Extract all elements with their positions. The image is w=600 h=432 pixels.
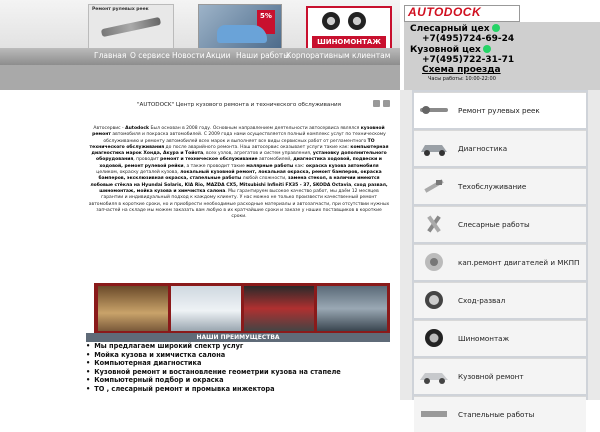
nav-shadow: [0, 65, 400, 90]
contact-label-text: Слесарный цех: [410, 24, 490, 34]
sidebar-item-body-repair[interactable]: [414, 358, 586, 394]
list-item: • Мойка кузова и химчистка салона: [86, 351, 396, 360]
paragraph-text: . Мы гарантируем высокое качество работ, мы даём 12 месяцев гарантии и индивидуальный подход к каждому клиенту. У нас можно не только произвести качественный ремонт автомобиля в короткие сроки, но и приобрести необходимые расходные материалы и автозапчасти, при отсутствии нужных запчастей на складе мы можем заказать вам любую в их кратчайшие сроки и заказе у наших поставщиков в короткие сроки.: [88, 188, 390, 220]
list-item: • ТО , слесарный ремонт и промывка инжектора: [86, 385, 396, 394]
tire-icon: [348, 12, 366, 30]
contacts-panel: [404, 22, 600, 90]
banner-discount[interactable]: [198, 4, 282, 52]
sidebar-item-frame-works[interactable]: [414, 396, 586, 432]
sidebar-item-label: Кузовной ремонт: [458, 372, 524, 381]
working-hours: Часы работы: 10:00-22:00: [428, 76, 496, 82]
paragraph-bold-text: окраска кузова автомобиля: [305, 163, 379, 169]
paragraph-text: целиком, окраску деталей кузова,: [96, 170, 181, 176]
paragraph-text: , всех узлов, агрегатов и систем управления,: [203, 151, 313, 157]
whatsapp-icon[interactable]: [492, 24, 500, 32]
nav-corporate[interactable]: Корпоративным клиентам: [286, 51, 391, 60]
nav-news[interactable]: Новости: [172, 51, 205, 60]
nav-our-works[interactable]: Наши работы: [236, 51, 290, 60]
paragraph-text: автомобиля и покраска автомобилей. С 2009 года нами осуществляется полный комплекс услуг по техническому обслуживанию и ремонту автомобилей всех марок и выполняет все виды сервисных работ от регламентного: [103, 132, 386, 144]
spark-plug-icon: [418, 175, 450, 197]
gallery-photo[interactable]: [171, 286, 241, 331]
paragraph-text: Был основан в 2008 году. Основным направлением деятельности автосервиса являлся: [149, 126, 361, 131]
header: [0, 0, 600, 90]
photo-gallery: [94, 283, 390, 334]
paragraph-bold-text: замена стекол, в наличии имеются лобовые стёкла на Hyundai Solaris, KIA Rio, MAZDA CX5, Mitsubishi Infiniti FX35 - 37, SKODA Octavia: [90, 176, 380, 188]
banner-steering-rack[interactable]: [88, 4, 174, 52]
paragraph-bold-text: компьютерная диагностика марок Хонда, Акура и Тойота: [91, 144, 389, 157]
gallery-photo[interactable]: [317, 286, 387, 331]
sidebar-item-label: Техобслуживание: [458, 182, 527, 191]
frame-rack-icon: [418, 403, 450, 425]
contact-phone-body[interactable]: +7(495)722-31-71: [422, 55, 515, 65]
page-title: "AUTODOCK" Центр кузового ремонта и технического обслуживания: [136, 102, 342, 108]
paragraph-text: , проводит: [133, 157, 161, 163]
sidebar-item-engine-repair[interactable]: [414, 244, 586, 280]
gallery-photo[interactable]: [244, 286, 314, 331]
contact-phone-locksmith[interactable]: +7(495)724-69-24: [422, 34, 515, 44]
wrench-icon: [418, 213, 450, 235]
sidebar-item-label: Диагностика: [458, 144, 508, 153]
steering-rack-icon: [418, 99, 450, 121]
tire-icon: [322, 12, 340, 30]
main-nav: [0, 48, 400, 65]
list-item: • Компьютерный подбор и окраска: [86, 376, 396, 385]
paragraph-bold-text: локальный кузовной ремонт, локальная окраска, ремонт бамперов, окраска бамперов, эксклюзивная окраска, стапельные работы: [98, 170, 382, 182]
paragraph-text: как:: [293, 163, 306, 169]
paragraph-bold-text: кузовной ремонт: [92, 126, 385, 138]
tire-icon: [418, 327, 450, 349]
paragraph-bold-text: ремонт и техническое обслуживание: [160, 157, 258, 163]
advantages-header: НАШИ ПРЕИМУЩЕСТВА: [86, 333, 390, 342]
wheel-alignment-icon: [418, 289, 450, 311]
whatsapp-icon[interactable]: [483, 45, 491, 53]
nav-about[interactable]: О сервисе: [130, 51, 170, 60]
paragraph-bold-text: диагностика ходовой, подвески и ходовой, ремонт рулевой рейки: [99, 157, 382, 169]
list-item: • Компьютерная диагностика: [86, 359, 396, 368]
sidebar-item-maintenance[interactable]: [414, 168, 586, 204]
paragraph-bold-text: установку дополнительного оборудования: [96, 151, 387, 163]
contact-label-text: Кузовной цех: [410, 45, 481, 55]
discount-badge: 5%: [257, 10, 275, 34]
paragraph-text: любой сложности,: [241, 176, 288, 182]
nav-promotions[interactable]: Акции: [206, 51, 231, 60]
brand-logo[interactable]: [404, 2, 518, 22]
paragraph-text: Автосервис -: [93, 126, 126, 131]
map-link[interactable]: Схема проезда: [422, 65, 501, 75]
sidebar-item-label: кап.ремонт двигателей и МКПП: [458, 258, 580, 267]
engine-icon: [418, 251, 450, 273]
banner-tire-service[interactable]: [306, 6, 392, 54]
car-image: [217, 25, 267, 43]
sidebar-item-label: Ремонт рулевых реек: [458, 106, 540, 115]
sidebar-item-label: Слесарные работы: [458, 220, 530, 229]
gallery-photo[interactable]: [98, 286, 168, 331]
nav-home[interactable]: Главная: [94, 51, 127, 60]
intro-paragraph: [88, 126, 390, 220]
paragraph-text: автомобилей,: [257, 157, 294, 163]
sidebar-item-alignment[interactable]: [414, 282, 586, 318]
sidebar-item-steering-rack[interactable]: [414, 92, 586, 128]
paragraph-bold-text: Autodock: [125, 126, 150, 131]
list-item: • Мы предлагаем широкий спектр услуг: [86, 342, 396, 351]
list-item: • Кузовной ремонт и востановление геометрии кузова на стапеле: [86, 368, 396, 377]
paragraph-text: ,: [351, 182, 354, 188]
contact-label-locksmith: [410, 24, 500, 34]
paragraph-text: , а также проводит такие: [183, 163, 247, 169]
sidebar-item-label: Стапельные работы: [458, 410, 535, 419]
sidebar-item-tire-service[interactable]: [414, 320, 586, 356]
banner-caption: Ремонт рулевых реек: [92, 7, 149, 12]
sidebar: [400, 90, 600, 419]
sidebar-item-diagnostics[interactable]: [414, 130, 586, 166]
paragraph-bold-text: малярные работы: [246, 163, 294, 169]
paragraph-text: до после аварийного ремонта. Наш автосервис оказывает услуги такие как:: [164, 144, 351, 150]
car-body-icon: [418, 365, 450, 387]
advantages-list: [86, 342, 396, 394]
sidebar-item-label: Сход-развал: [458, 296, 506, 305]
logo-text: AUTODOCK: [408, 5, 482, 19]
sidebar-item-label: Шиномонтаж: [458, 334, 510, 343]
banner-label: ШИНОМОНТАЖ: [312, 36, 386, 48]
paragraph-bold-text: сход развал, шиномонтаж, мойка кузова и химчистка салона: [99, 182, 388, 194]
contact-label-body: [410, 45, 491, 55]
car-diagnostics-icon: [418, 137, 450, 159]
sidebar-item-locksmith[interactable]: [414, 206, 586, 242]
paragraph-bold-text: ТО технического обслуживания: [89, 138, 375, 150]
steering-rack-image: [101, 17, 161, 37]
